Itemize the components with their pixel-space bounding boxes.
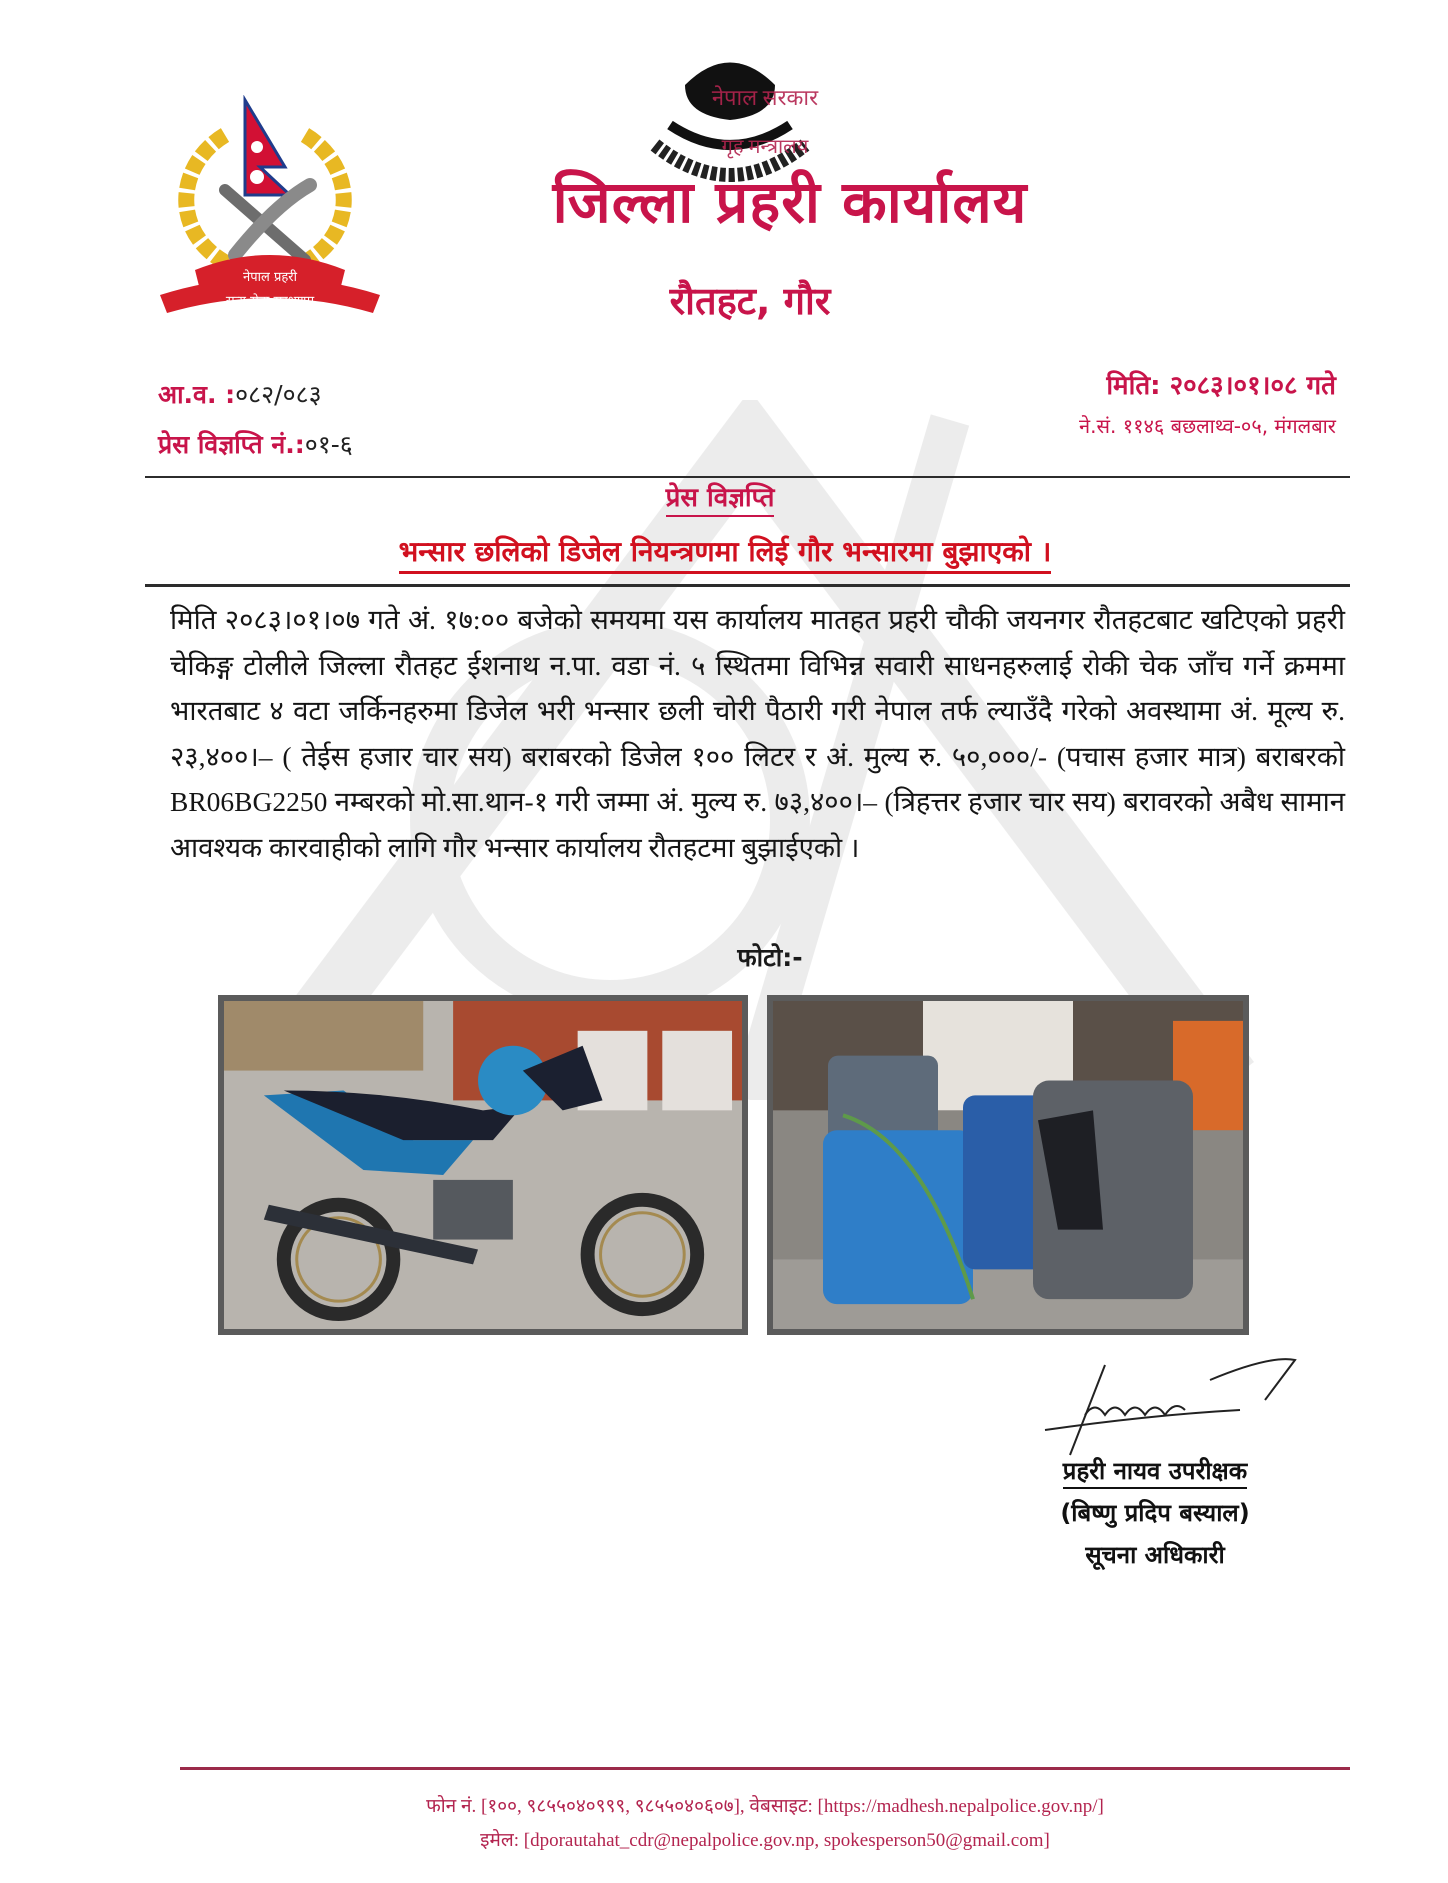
press-release-heading: [500, 478, 940, 514]
footer-contact: [180, 1790, 1350, 1858]
signatory-rank: प्रहरी नायव उपरीक्षक: [1063, 1457, 1247, 1489]
photo-motorcycle: [218, 995, 748, 1335]
divider-headline: [145, 584, 1350, 587]
fiscal-year-label: आ.व. :: [158, 380, 236, 409]
footer-divider: [180, 1767, 1350, 1770]
emblem-ribbon-bottom-text: सत्य सेवा सुरक्षणम: [225, 294, 315, 309]
photo-jerry-cans: [767, 995, 1249, 1335]
press-release-number: [158, 420, 353, 470]
office-location: रौतहट, गौर: [669, 279, 831, 323]
release-date: मिति: २०८३।०१।०८ गते: [1106, 371, 1336, 401]
press-release-headline: [200, 532, 1250, 570]
signatory-role: सूचना अधिकारी: [1085, 1541, 1225, 1569]
photo-label: फोटो:-: [737, 943, 803, 972]
document-meta-left: [158, 370, 353, 470]
nepal-police-emblem-logo: [155, 95, 385, 315]
office-title: जिल्ला प्रहरी कार्यालय: [552, 168, 1028, 236]
footer-email: इमेल: [dporautahat_cdr@nepalpolice.gov.np, spokesperson50@gmail.com]: [480, 1830, 1050, 1851]
fiscal-year-value: ०८२/०८३: [235, 380, 322, 409]
press-release-number-label: प्रेस विज्ञप्ति नं.:: [158, 430, 305, 459]
headline-text: भन्सार छलिको डिजेल नियन्त्रणमा लिई गौर भन्सारमा बुझाएको ।: [399, 535, 1052, 574]
fiscal-year: [158, 370, 353, 420]
nepal-sambat-date: ने.सं. ११४६ बछलाथ्व-०५, मंगलबार: [1079, 414, 1336, 438]
emblem-ribbon-top-text: नेपाल प्रहरी: [243, 270, 297, 285]
press-release-body: मिति २०८३।०१।०७ गते अं. १७:०० बजेको समयमा यस कार्यालय मातहत प्रहरी चौकी जयनगर रौतहटबाट खटिएको प्रहरी चेकिङ्ग टोलीले जिल्ला रौतहट ईशनाथ न.पा. वडा नं. ५ स्थितमा विभिन्न सवारी साधनहरुलाई रोकी चेक जाँच गर्ने क्रममा भारतबाट ४ वटा जर्किनहरुमा डिजेल भरी भन्सार छली चोरी पैठारी गरी नेपाल तर्फ ल्याउँदै गरेको अवस्थामा अं. मूल्य रु. २३,४००।– ( तेईस हजार चार सय) बराबरको डिजेल १०० लिटर र अं. मुल्य रु. ५०,०००/- (पचास हजार मात्र) बराबरको BR06BG2250 नम्बरको मो.सा.थान-१ गरी जम्मा अं. मुल्य रु. ७३,४००।– (त्रिहत्तर हजार चार सय) बरावरको अबैध सामान आवश्यक कारवाहीको लागि गौर भन्सार कार्यालय रौतहटमा बुझाईएको ।: [170, 604, 1345, 863]
document-meta-right: [1079, 366, 1336, 446]
stamp-text-government: नेपाल सरकार: [711, 85, 819, 110]
signatory-block: [1020, 1450, 1290, 1576]
press-release-heading-text: प्रेस विज्ञप्ति: [666, 483, 775, 517]
footer-phone-website: फोन नं. [१००, ९८५५०४०९९९, ९८५५०४०६०७], वेबसाइट: [https://madhesh.nepalpolice.gov.np/]: [426, 1796, 1104, 1817]
stamp-text-ministry: गृह मन्त्रालय: [721, 136, 809, 158]
signature: [1030, 1355, 1310, 1465]
press-release-number-value: ०१-६: [304, 430, 353, 459]
signatory-name: (बिष्णु प्रदिप बस्याल): [1060, 1499, 1250, 1527]
